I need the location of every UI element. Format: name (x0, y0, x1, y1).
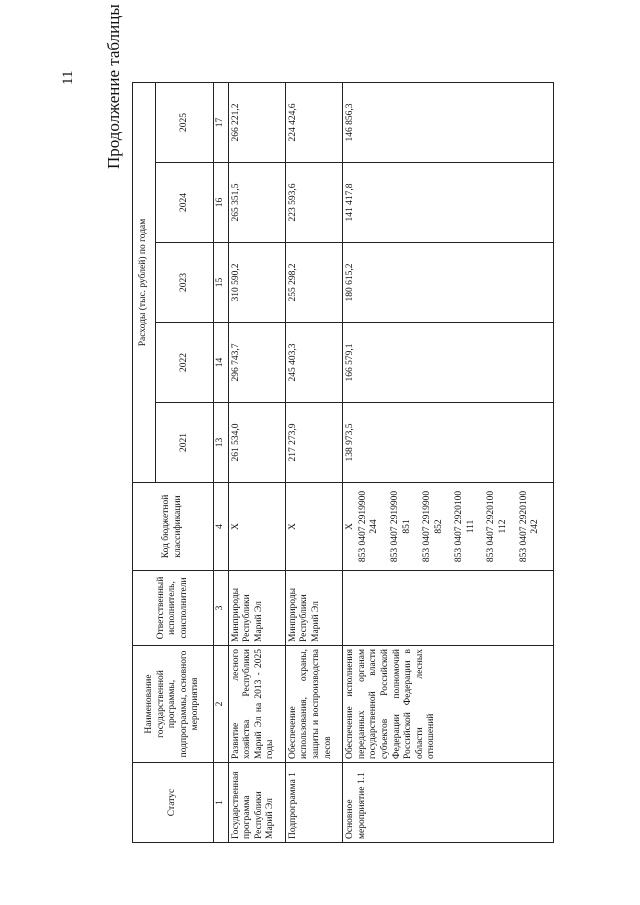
header-expenses: Расходы (тыс. рублей) по годам (133, 83, 156, 483)
row-code: X (285, 483, 342, 571)
header-year: 2021 (156, 403, 214, 483)
column-number: 15 (214, 243, 229, 323)
row-value: 141 417,8 (343, 163, 554, 243)
row-executor: Минприроды Республики Марий Эл (228, 571, 285, 646)
row-value: 296 743,7 (228, 323, 285, 403)
code-line: 853 0407 2920100 111 (454, 490, 476, 563)
row-value: 217 273,9 (285, 403, 342, 483)
row-value: 180 615,2 (343, 243, 554, 323)
column-number: 13 (214, 403, 229, 483)
table-row (343, 83, 554, 843)
column-number: 1 (214, 763, 229, 843)
continuation-label: Продолжение таблицы (104, 4, 123, 169)
row-value: 166 579,1 (343, 323, 554, 403)
budget-table (132, 82, 554, 843)
header-name: Наименование государственной программы, подпрограммы, основного мероприятия (133, 646, 214, 763)
column-number: 17 (214, 83, 229, 163)
code-line: 853 0407 2919900 852 (422, 490, 444, 563)
row-value: 224 424,6 (285, 83, 342, 163)
header-code: Код бюджетной классификации (133, 483, 214, 571)
row-value: 310 590,2 (228, 243, 285, 323)
header-year: 2024 (156, 163, 214, 243)
table-row (285, 83, 342, 843)
row-code: X (228, 483, 285, 571)
code-line: X (345, 523, 356, 530)
row-executor: Минприроды Республики Марий Эл (285, 571, 342, 646)
row-value: 265 351,5 (228, 163, 285, 243)
column-number: 14 (214, 323, 229, 403)
header-year: 2025 (156, 83, 214, 163)
row-executor (343, 571, 554, 646)
row-value: 266 221,2 (228, 83, 285, 163)
table-row (228, 83, 285, 843)
row-status: Основное мероприятие 1.1 (343, 763, 554, 843)
page-number: 11 (60, 70, 76, 85)
column-number: 16 (214, 163, 229, 243)
code-line: 853 0407 2919900 851 (389, 490, 412, 563)
row-value: 261 534,0 (228, 403, 285, 483)
header-executor: Ответственный исполнитель, соисполнители (133, 571, 214, 646)
row-name: Обеспечение исполнения переданных органам государственной власти субъектов Российской Федерации полномочий Российской Федерации в области лесных отношений (343, 646, 554, 763)
row-status: Государственная программа Республики Марий Эл (228, 763, 285, 843)
row-codes (343, 483, 554, 571)
header-status: Статус (133, 763, 214, 843)
row-value: 223 593,6 (285, 163, 342, 243)
column-number: 3 (214, 571, 229, 646)
column-number: 4 (214, 483, 229, 571)
row-status: Подпрограмма 1 (285, 763, 342, 843)
code-line: 853 0407 2919900 244 (357, 490, 380, 563)
header-year: 2022 (156, 323, 214, 403)
header-year: 2023 (156, 243, 214, 323)
row-value: 245 403,3 (285, 323, 342, 403)
row-value: 146 856,3 (343, 83, 554, 163)
column-number: 2 (214, 646, 229, 763)
row-value: 138 973,5 (343, 403, 554, 483)
code-line: 853 0407 2920100 112 (486, 490, 508, 563)
row-name: Обеспечение использования, охраны, защиты и воспроизводства лесов (285, 646, 342, 763)
row-name: Развитие лесного хозяйства Республики Марий Эл на 2013 - 2025 годы (228, 646, 285, 763)
row-value: 255 298,2 (285, 243, 342, 323)
code-line: 853 0407 2920100 242 (518, 490, 541, 563)
